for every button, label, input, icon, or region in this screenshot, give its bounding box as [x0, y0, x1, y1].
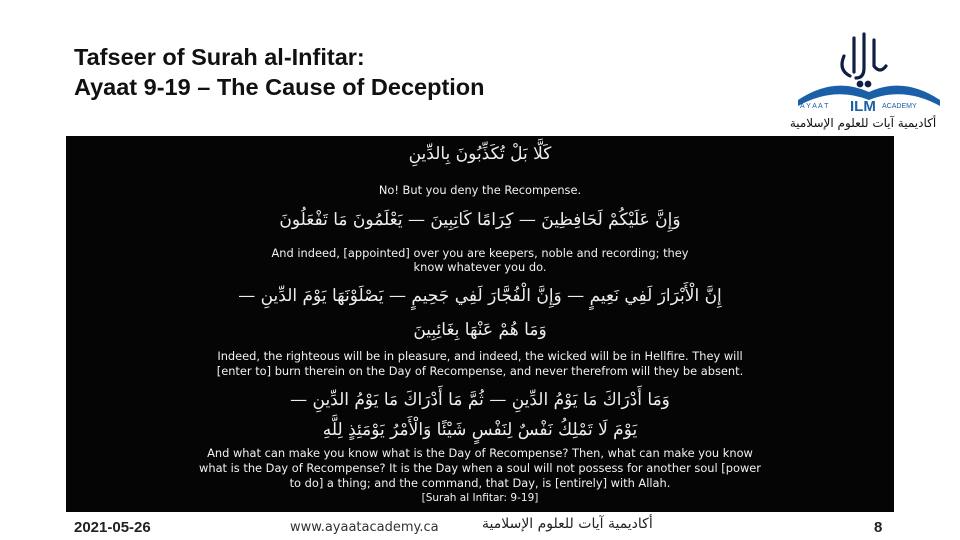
translation-17-19-line-2: what is the Day of Recompense? It is the Day when a soul will not possess for another soul [power [199, 461, 761, 475]
translation-13-16-line-2: [enter to] burn therein on the Day of Recompense, and never therefrom will they be absent. [216, 364, 744, 378]
title-line-1: Tafseer of Surah al-Infitar: [74, 44, 365, 70]
translation-13-16-line-1: Indeed, the righteous will be in pleasure, and indeed, the wicked will be in Hellfire. They will [217, 349, 743, 363]
arabic-verses-17-18: وَمَا أَدْرَاكَ مَا يَوْمُ الدِّينِ — ثُمَّ مَا أَدْرَاكَ مَا يَوْمُ الدِّينِ — [290, 390, 670, 410]
translation-10-12-line-2: know whatever you do. [413, 260, 547, 274]
arabic-verse-16: وَمَا هُمْ عَنْهَا بِغَائِبِينَ [413, 320, 547, 340]
logo-left-text: A Y A A T [800, 103, 829, 110]
arabic-verse-19: يَوْمَ لَا تَمْلِكُ نَفْسٌ لِنَفْسٍ شَيْئًا وَالْأَمْرُ يَوْمَئِذٍ لِلَّهِ [322, 420, 638, 440]
verse-panel [66, 136, 894, 514]
arabic-verses-10-12: وَإِنَّ عَلَيْكُمْ لَحَافِظِينَ — كِرَامًا كَاتِبِينَ — يَعْلَمُونَ مَا تَفْعَلُونَ [279, 210, 681, 230]
surah-reference: [Surah al Infitar: 9-19] [421, 492, 539, 504]
arabic-verse-9: كَلَّا بَلْ تُكَذِّبُونَ بِالدِّينِ [408, 144, 552, 164]
translation-17-19-line-3: to do] a thing; and the command, that Day, is [entirely] with Allah. [289, 476, 671, 490]
arabic-verses-13-15: إِنَّ الْأَبْرَارَ لَفِي نَعِيمٍ — وَإِنَّ الْفُجَّارَ لَفِي جَحِيمٍ — يَصْلَوْنَهَا يَوْمَ الدِّينِ — [238, 286, 722, 306]
slide-title [74, 42, 674, 102]
translation-17-19-line-1: And what can make you know what is the Day of Recompense? Then, what can make you know [207, 446, 753, 460]
calligraphy-mark [842, 34, 886, 86]
logo-right-text: ACADEMY [882, 103, 917, 110]
footer-website: www.ayaatacademy.ca [290, 520, 439, 535]
page-number: 8 [874, 519, 883, 536]
footer-arabic-name: أكاديمية آيات للعلوم الإسلامية [482, 516, 653, 532]
footer-date: 2021-05-26 [74, 519, 151, 536]
logo-brand: ILM [850, 98, 876, 115]
translation-verse-9: No! But you deny the Recompense. [378, 183, 582, 197]
logo-arabic-name: أكاديمية آيات للعلوم الإسلامية [789, 116, 937, 130]
translation-10-12-line-1: And indeed, [appointed] over you are keepers, noble and recording; they [271, 246, 689, 260]
title-line-2: Ayaat 9-19 – The Cause of Deception [74, 74, 485, 100]
